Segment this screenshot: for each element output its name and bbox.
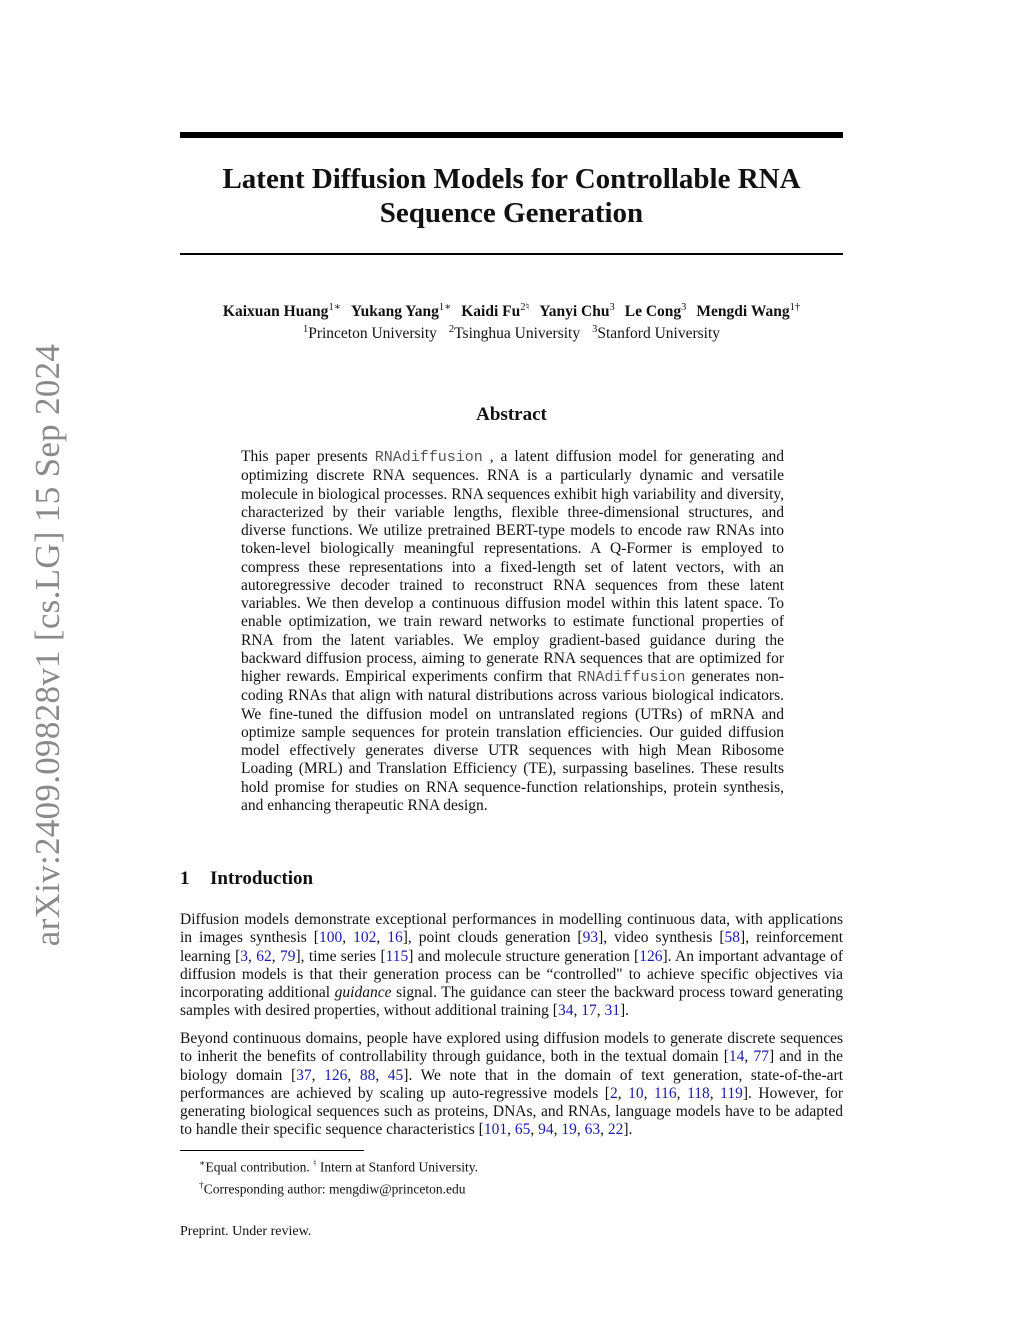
paragraph-text: ], reinforcement learning [ <box>180 929 843 965</box>
paragraph-text: , <box>375 1066 388 1084</box>
intro-paragraph-2 <box>180 1030 843 1140</box>
affiliation-mark: 1 <box>302 324 309 335</box>
citation-link[interactable]: 77 <box>753 1048 769 1066</box>
paragraph-text: , <box>676 1084 688 1102</box>
model-name: RNAdiffusion <box>577 669 686 686</box>
title-top-rule <box>180 132 843 138</box>
citation-link[interactable]: 63 <box>584 1121 601 1139</box>
author-name: Mengdi Wang <box>696 303 790 321</box>
paragraph-text: Beyond continuous domains, people have explored using diffusion models to generate discrete sequences to inherit the benefits of controllability through guidance, both in the textual domain [ <box>180 1030 843 1066</box>
citation-link[interactable]: 126 <box>639 947 663 965</box>
paragraph-text: , <box>530 1121 539 1139</box>
title-bottom-rule <box>180 253 843 255</box>
section-number: 1 <box>180 868 190 889</box>
model-name: RNAdiffusion <box>374 449 483 466</box>
author-name: Yanyi Chu <box>539 303 610 321</box>
footnote-mark: ♮ <box>313 1159 317 1169</box>
author <box>696 303 800 320</box>
citation-link[interactable]: 10 <box>628 1084 644 1102</box>
paragraph-text: ]. However, for generating biological sequences such as proteins, DNAs, and RNAs, language models have to be adapted to handle their specific sequence characteristics [ <box>180 1084 844 1139</box>
paragraph-text: ]. <box>623 1121 633 1139</box>
paragraph-text: , <box>248 947 257 965</box>
footnote-mark: † <box>199 1180 204 1191</box>
author-mark: 2♮ <box>520 302 530 313</box>
author-name: Kaixuan Huang <box>222 303 329 321</box>
paragraph-text: ] and in the biology domain [ <box>180 1048 843 1084</box>
abstract-heading: Abstract <box>476 404 547 425</box>
abstract-text-3: generates non-coding RNAs that align with natural distributions across various biological indicators. We fine-tuned the diffusion model on untranslated regions (UTRs) of mRNA and optimize sample sequences for protein translation efficiencies. Our guided diffusion model effectively generates diverse UTR sequences with high Mean Ribosome Loading (MRL) and Translation Efficiency (TE), surpassing baselines. These results hold promise for studies on RNA sequence-function relationships, protein synthesis, and enhancing therapeutic RNA design. <box>241 668 784 814</box>
citation-link[interactable]: 116 <box>653 1084 677 1102</box>
citation-link[interactable]: 126 <box>324 1066 348 1084</box>
citation-link[interactable]: 119 <box>720 1084 743 1102</box>
paragraph-text: ]. <box>619 1002 629 1020</box>
author-mark: 1∗ <box>328 302 341 313</box>
author-mark: 3 <box>609 302 615 313</box>
preprint-note: Preprint. Under review. <box>180 1224 312 1239</box>
emphasis-text: guidance <box>334 984 392 1001</box>
citation-link[interactable]: 102 <box>353 929 377 947</box>
paragraph-text: , <box>709 1084 721 1102</box>
citation-link[interactable]: 31 <box>604 1002 620 1020</box>
footnotes <box>199 1155 839 1198</box>
section-heading <box>180 868 843 890</box>
abstract-text-1: This paper presents <box>241 448 375 465</box>
citation-link[interactable]: 58 <box>724 929 741 947</box>
citation-link[interactable]: 101 <box>483 1121 508 1139</box>
paragraph-text: , <box>643 1084 654 1102</box>
paragraph-text: , <box>271 947 281 965</box>
citation-link[interactable]: 34 <box>557 1002 574 1020</box>
title-line-1: Latent Diffusion Models for Controllable RNA <box>222 163 801 195</box>
footnote-rule <box>180 1150 364 1151</box>
footnote-text: Intern at Stanford University. <box>316 1159 478 1175</box>
author <box>539 303 614 320</box>
citation-link[interactable]: 19 <box>561 1121 577 1139</box>
paper-title <box>180 162 843 230</box>
affiliation-name: Stanford University <box>597 325 721 343</box>
affiliation <box>303 325 437 342</box>
citation-link[interactable]: 22 <box>607 1121 624 1139</box>
citation-link[interactable]: 88 <box>359 1066 376 1084</box>
author-mark: 3 <box>681 302 687 313</box>
author-mark: 1∗ <box>438 302 452 313</box>
abstract-body <box>241 448 784 815</box>
paragraph-text: ], point clouds generation [ <box>402 929 583 947</box>
citation-link[interactable]: 94 <box>538 1121 554 1139</box>
paragraph-text: ]. We note that in the domain of text generation, state-of-the-art performances are achieved by scaling up auto-regressive models [ <box>180 1066 843 1102</box>
paragraph-text: , <box>744 1048 754 1066</box>
paragraph-text: , <box>342 929 354 947</box>
paragraph-text: ]. An important advantage of diffusion models is that their generation process can be “controlled" to achieve specific objectives via incorporating additional <box>180 947 844 1001</box>
paragraph-text: , <box>576 1121 585 1139</box>
paragraph-text: , <box>507 1121 515 1139</box>
paragraph-text: , <box>573 1002 582 1020</box>
citation-link[interactable]: 79 <box>280 947 296 965</box>
citation-link[interactable]: 115 <box>385 947 409 965</box>
author <box>223 303 341 320</box>
citation-link[interactable]: 100 <box>318 929 343 947</box>
citation-link[interactable]: 37 <box>296 1066 312 1084</box>
footnote-1 <box>199 1155 839 1177</box>
paragraph-text: ], video synthesis [ <box>598 929 725 947</box>
author <box>351 303 451 320</box>
author <box>461 303 529 320</box>
author-name: Kaidi Fu <box>461 303 521 321</box>
paragraph-text: Diffusion models demonstrate exceptional performances in modelling continuous data, with applications in images synthesis [ <box>180 911 843 947</box>
paragraph-text: , <box>311 1066 325 1084</box>
intro-paragraph-1 <box>180 911 843 1021</box>
paragraph-text: , <box>347 1066 360 1084</box>
footnote-text: Equal contribution. <box>205 1159 314 1175</box>
paragraph-text: , <box>596 1002 605 1020</box>
paragraph-text: , <box>553 1121 562 1139</box>
author-mark: 1† <box>789 302 801 313</box>
affiliation-name: Tsinghua University <box>454 325 581 343</box>
affiliation-mark: 2 <box>448 324 455 335</box>
citation-link[interactable]: 118 <box>687 1084 710 1102</box>
footnote-text: Corresponding author: mengdiw@princeton.edu <box>203 1181 466 1196</box>
affiliation <box>592 325 720 342</box>
citation-link[interactable]: 65 <box>514 1121 531 1139</box>
citation-link[interactable]: 17 <box>581 1002 597 1020</box>
author-name: Le Cong <box>624 303 682 321</box>
citation-link[interactable]: 3 <box>240 947 249 965</box>
footnote-mark: ∗ <box>199 1159 206 1169</box>
paragraph-text: , <box>600 1121 608 1139</box>
citation-link[interactable]: 45 <box>387 1066 404 1084</box>
section-title: Introduction <box>210 868 314 889</box>
author <box>625 303 687 320</box>
citation-link[interactable]: 62 <box>256 947 272 965</box>
citation-link[interactable]: 2 <box>609 1084 618 1102</box>
citation-link[interactable]: 14 <box>728 1048 745 1066</box>
affiliation-list <box>180 320 843 344</box>
title-line-2: Sequence Generation <box>379 197 644 229</box>
paragraph-text: , <box>376 929 388 947</box>
citation-link[interactable]: 16 <box>387 929 403 947</box>
paragraph-text: ] and molecule structure generation [ <box>408 947 640 965</box>
paragraph-text: ], time series [ <box>295 947 386 965</box>
author-list <box>180 298 843 322</box>
arxiv-identifier: arXiv:2409.09828v1 [cs.LG] 15 Sep 2024 <box>28 343 67 947</box>
footnote-2 <box>199 1177 839 1199</box>
affiliation-mark: 3 <box>592 324 598 335</box>
author-name: Yukang Yang <box>350 303 439 321</box>
abstract-text-2: , a latent diffusion model for generating and optimizing discrete RNA sequences. RNA is a particularly dynamic and versatile molecule in biological processes. RNA sequences exhibit high variability and diversity, characterized by their variable lengths, flexible three-dimensional structures, and diverse functions. We utilize pretrained BERT-type models to encode raw RNAs into token-level biologically meaningful representations. A Q-Former is employed to compress these representations into a fixed-length set of latent vectors, with an autoregressive decoder trained to reconstruct RNA sequences from these latent variables. We then develop a continuous diffusion model within this latent space. To enable optimization, we train reward networks to estimate functional properties of RNA from the latent variables. We employ gradient-based guidance during the backward diffusion process, aiming to generate RNA sequences that are optimized for higher rewards. Empirical experiments confirm that <box>241 448 784 685</box>
affiliation-name: Princeton University <box>308 325 437 343</box>
paragraph-text: , <box>617 1084 629 1102</box>
paragraph-text: signal. The guidance can steer the backward process toward generating samples with desired properties, without additional training [ <box>180 984 843 1020</box>
affiliation <box>449 325 580 342</box>
citation-link[interactable]: 93 <box>582 929 599 947</box>
